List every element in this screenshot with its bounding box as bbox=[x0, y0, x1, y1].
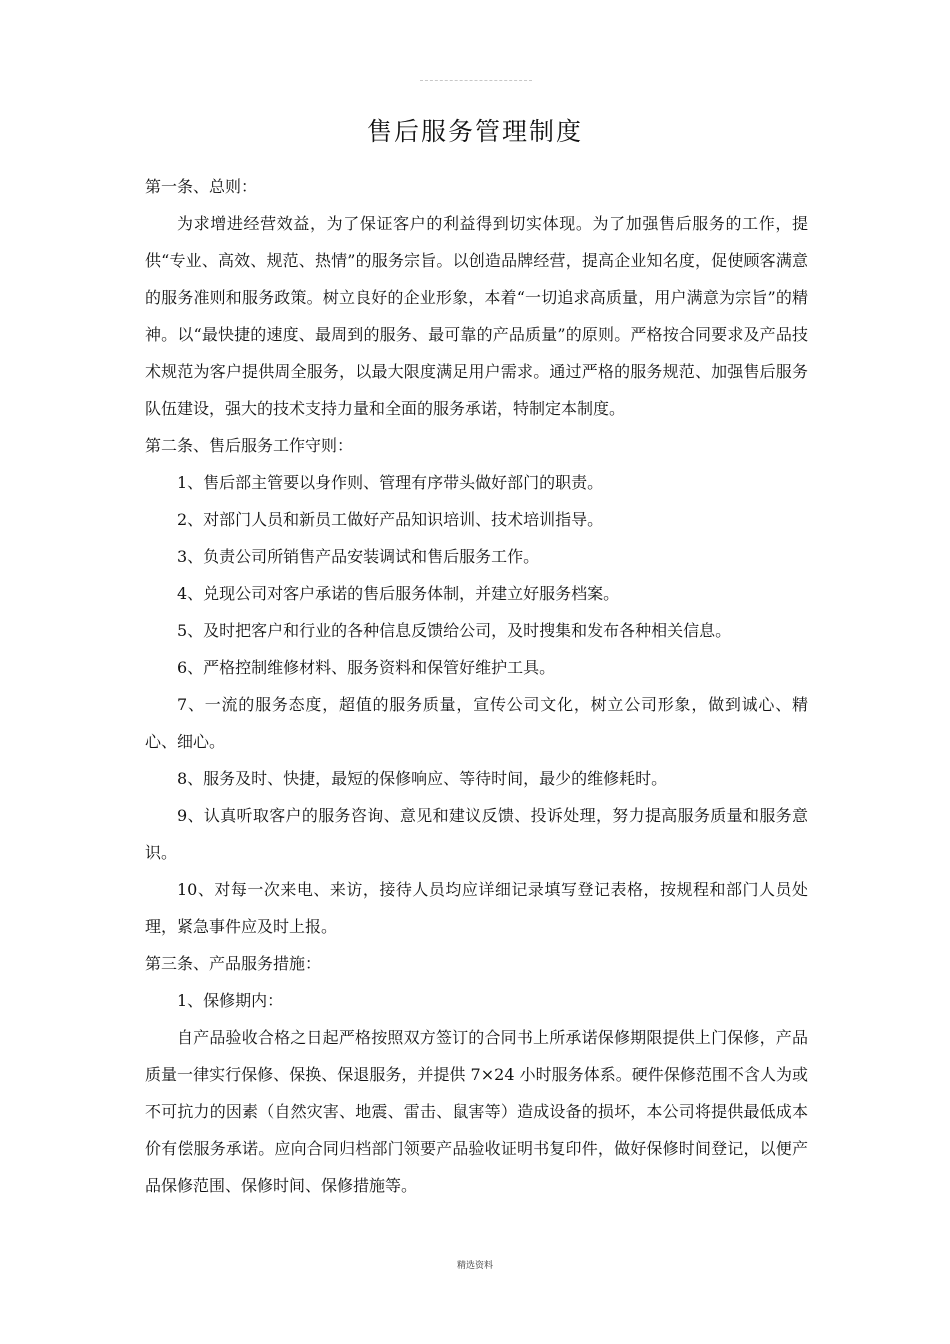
section-3-heading: 第三条、产品服务措施： bbox=[145, 954, 322, 973]
rule-item-9: 9、认真听取客户的服务咨询、意见和建议反馈、投诉处理，努力提高服务质量和服务意识。 bbox=[145, 806, 808, 862]
section-2-heading: 第二条、售后服务工作守则： bbox=[145, 436, 354, 455]
rule-item-3: 3、负责公司所销售产品安装调试和售后服务工作。 bbox=[177, 547, 540, 566]
rule-item-5: 5、及时把客户和行业的各种信息反馈给公司，及时搜集和发布各种相关信息。 bbox=[177, 621, 732, 640]
section-1-paragraph: 为求增进经营效益，为了保证客户的利益得到切实体现。为了加强售后服务的工作，提供“专业、高效、规范、热情”的服务宗旨。以创造品牌经营，提高企业知名度，促使顾客满意的服务准则和服务政策。树立良好的企业形象，本着“一切追求高质量，用户满意为宗旨”的精神。以“最快捷的速度、最周到的服务、最可靠的产品质量”的原则。严格按合同要求及产品技术规范为客户提供周全服务，以最大限度满足用户需求。通过严格的服务规范、加强售后服务队伍建设，强大的技术支持力量和全面的服务承诺，特制定本制度。 bbox=[145, 214, 808, 418]
section-1-heading: 第一条、总则： bbox=[145, 177, 258, 196]
document-title: 售后服务管理制度 bbox=[366, 117, 583, 146]
rule-item-7: 7、一流的服务态度，超值的服务质量，宣传公司文化，树立公司形象，做到诚心、精心、细心。 bbox=[145, 695, 808, 751]
document-body bbox=[145, 168, 808, 1204]
header-rule bbox=[420, 80, 532, 81]
rule-item-1: 1、售后部主管要以身作则、管理有序带头做好部门的职责。 bbox=[177, 473, 604, 492]
section-3-subheading: 1、保修期内： bbox=[177, 991, 284, 1010]
rule-item-10: 10、对每一次来电、来访，接待人员均应详细记录填写登记表格，按规程和部门人员处理，紧急事件应及时上报。 bbox=[145, 880, 808, 936]
rule-item-8: 8、服务及时、快捷，最短的保修响应、等待时间，最少的维修耗时。 bbox=[177, 769, 668, 788]
rule-item-2: 2、对部门人员和新员工做好产品知识培训、技术培训指导。 bbox=[177, 510, 604, 529]
page-footer: 精选资料 bbox=[456, 1261, 493, 1271]
section-3-paragraph: 自产品验收合格之日起严格按照双方签订的合同书上所承诺保修期限提供上门保修，产品质量一律实行保修、保换、保退服务，并提供 7×24 小时服务体系。硬件保修范围不含人为或不可抗力的因素（自然灾害、地震、雷击、鼠害等）造成设备的损坏，本公司将提供最低成本价有偿服务承诺。应向合同归档部门领要产品验收证明书复印件，做好保修时间登记，以便产品保修范围、保修时间、保修措施等。 bbox=[145, 1028, 808, 1195]
rule-item-4: 4、兑现公司对客户承诺的售后服务体制，并建立好服务档案。 bbox=[177, 584, 620, 603]
rule-item-6: 6、严格控制维修材料、服务资料和保管好维护工具。 bbox=[177, 658, 556, 677]
